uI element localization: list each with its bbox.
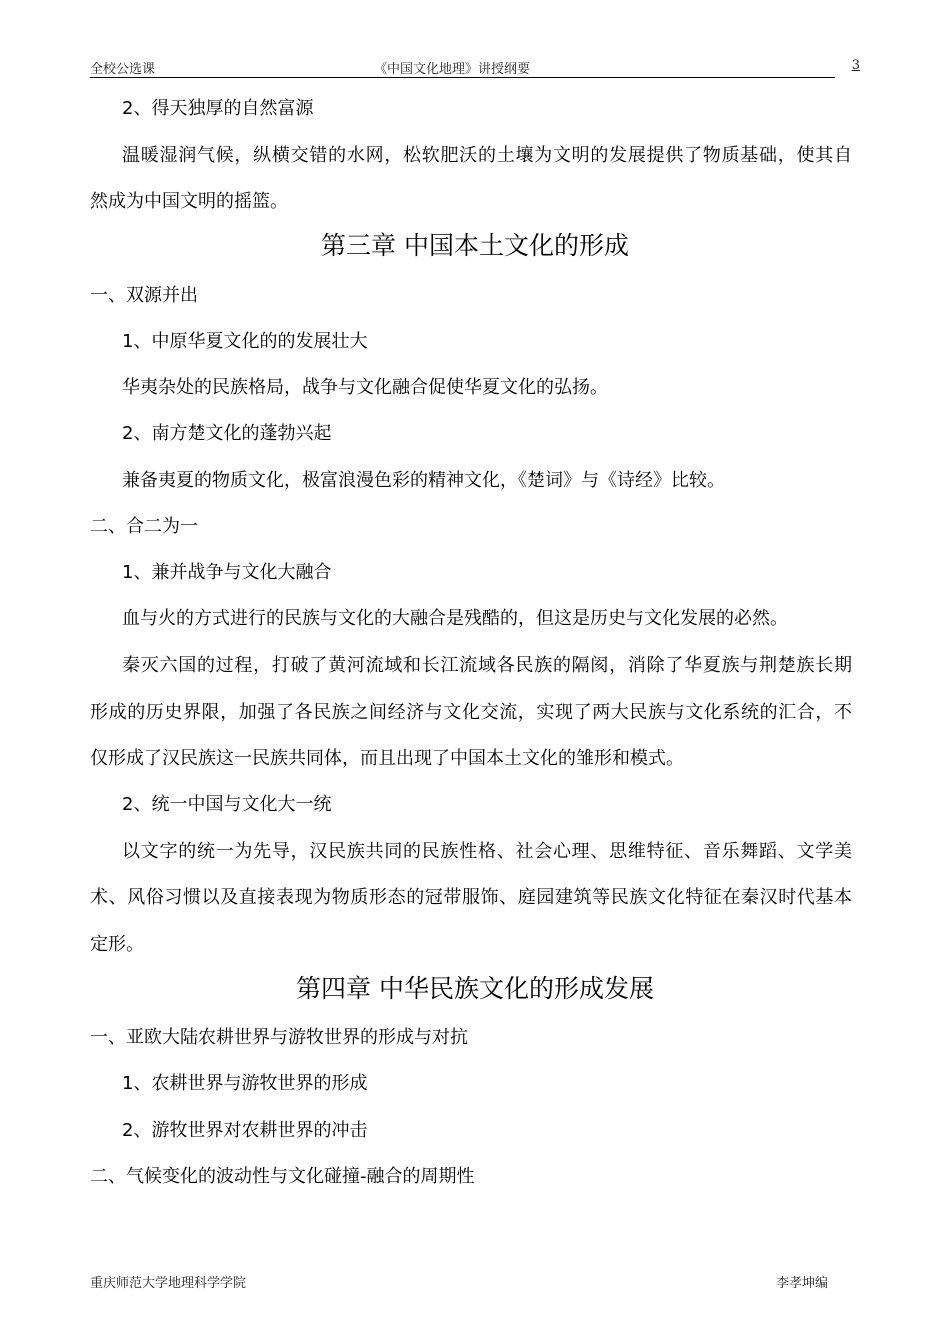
subsection-heading: 1、农耕世界与游牧世界的形成 [122, 1073, 368, 1094]
paragraph-line: 以文字的统一为先导，汉民族共同的民族性格、社会心理、思维特征、音乐舞蹈、文学美 [122, 841, 852, 862]
subsection-heading: 2、得天独厚的自然富源 [122, 98, 314, 119]
paragraph-line: 温暖湿润气候，纵横交错的水网，松软肥沃的土壤为文明的发展提供了物质基础，使其自 [122, 145, 852, 166]
section-heading: 一、双源并出 [90, 285, 198, 306]
subsection-heading: 2、游牧世界对农耕世界的冲击 [122, 1120, 368, 1141]
chapter-title: 第三章 中国本土文化的形成 [321, 231, 629, 260]
header-document-title: 《中国文化地理》讲授纲要 [374, 62, 531, 77]
header-rule [90, 77, 835, 78]
paragraph-line: 血与火的方式进行的民族与文化的大融合是残酷的，但这是历史与文化发展的必然。 [122, 608, 788, 629]
footer-author: 李孝坤编 [776, 1276, 829, 1291]
subsection-heading: 1、兼并战争与文化大融合 [122, 562, 332, 583]
subsection-heading: 2、南方楚文化的蓬勃兴起 [122, 423, 332, 444]
paragraph-line: 然成为中国文明的摇篮。 [90, 191, 288, 212]
header-course-type: 全校公选课 [90, 62, 156, 77]
paragraph-line: 秦灭六国的过程，打破了黄河流域和长江流域各民族的隔阂，消除了华夏族与荆楚族长期 [122, 655, 852, 676]
subsection-heading: 2、统一中国与文化大一统 [122, 794, 332, 815]
subsection-heading: 1、中原华夏文化的的发展壮大 [122, 331, 368, 352]
section-heading: 二、合二为一 [90, 516, 198, 537]
paragraph-line: 兼备夷夏的物质文化，极富浪漫色彩的精神文化，《楚词》与《诗经》比较。 [122, 470, 725, 491]
paragraph-line: 定形。 [90, 934, 144, 955]
chapter-title: 第四章 中华民族文化的形成发展 [296, 974, 654, 1003]
paragraph-line: 形成的历史界限，加强了各民族之间经济与文化交流，实现了两大民族与文化系统的汇合，不 [90, 702, 852, 723]
footer-institution: 重庆师范大学地理科学学院 [90, 1276, 247, 1291]
section-heading: 二、气候变化的波动性与文化碰撞-融合的周期性 [90, 1166, 475, 1187]
section-heading: 一、亚欧大陆农耕世界与游牧世界的形成与对抗 [90, 1027, 468, 1048]
header-page-number: 3 [851, 58, 860, 73]
paragraph-line: 仅形成了汉民族这一民族共同体，而且出现了中国本土文化的雏形和模式。 [90, 748, 684, 769]
paragraph-line: 华夷杂处的民族格局，战争与文化融合促使华夏文化的弘扬。 [122, 377, 608, 398]
paragraph-line: 术、风俗习惯以及直接表现为物质形态的冠带服饰、庭园建筑等民族文化特征在秦汉时代基本 [90, 887, 852, 908]
